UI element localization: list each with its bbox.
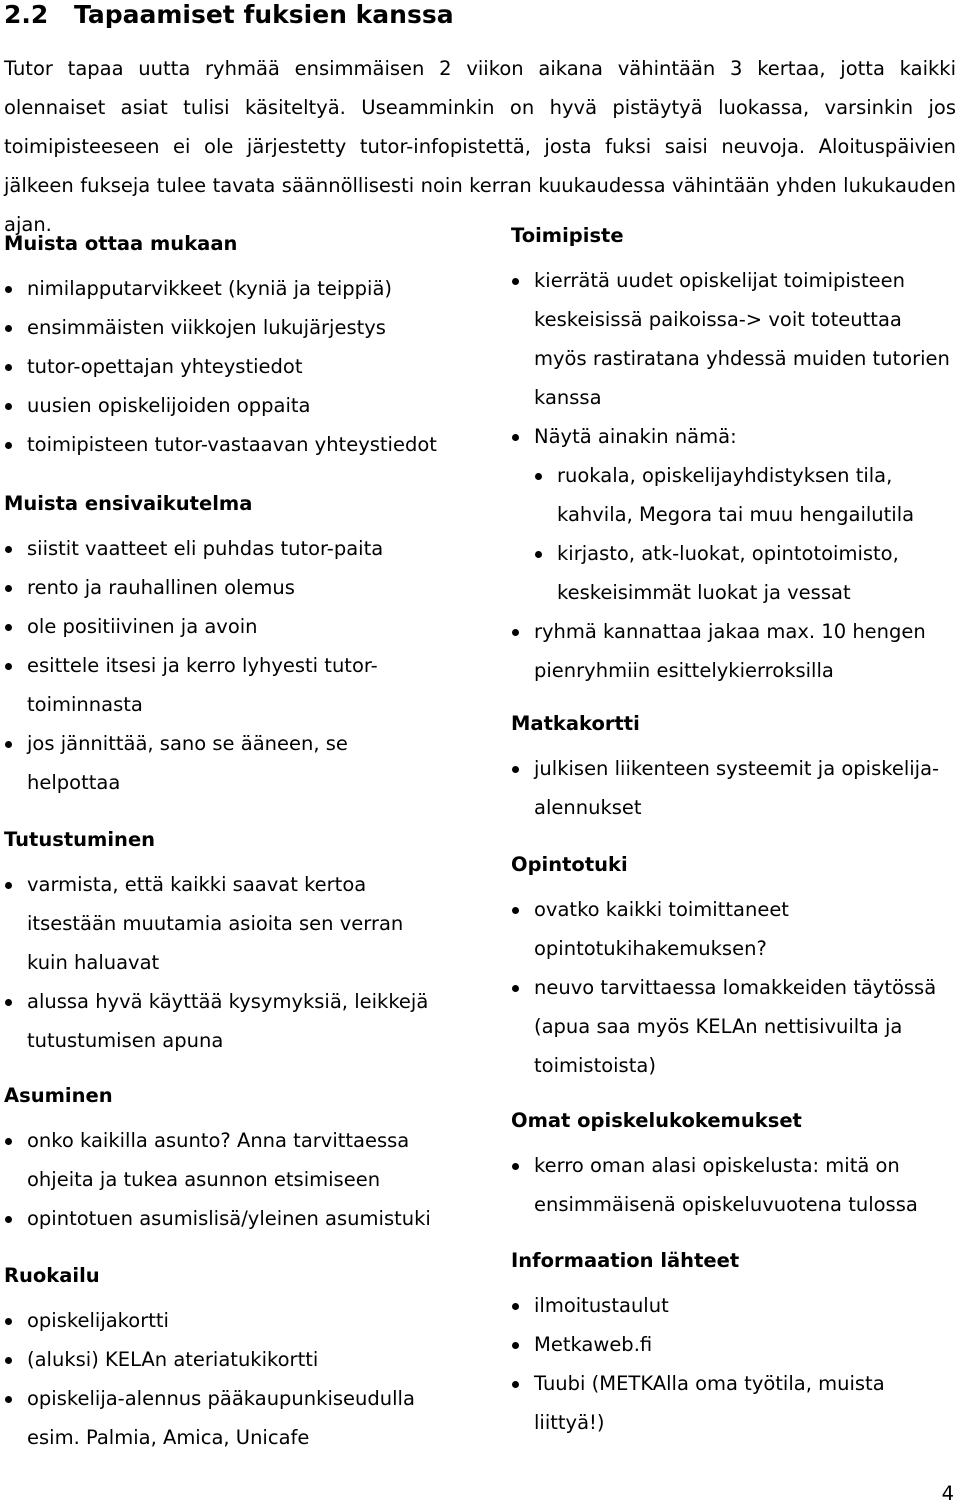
list-opintotuki: [511, 890, 956, 1085]
list-item: toimipisteen tutor-vastaavan yhteystiedot: [4, 425, 454, 464]
section-opintotuki: [511, 845, 956, 1085]
list-muista-ottaa: [4, 269, 454, 464]
list-item: varmista, että kaikki saavat kertoa itsestään muutamia asioita sen verran kuin haluavat: [4, 865, 442, 982]
page-number: 4: [941, 1482, 954, 1505]
list-item: alussa hyvä käyttää kysymyksiä, leikkejä tutustumisen apuna: [4, 982, 454, 1060]
list-item: tutor-opettajan yhteystiedot: [4, 347, 454, 386]
list-item: ensimmäisten viikkojen lukujärjestys: [4, 308, 454, 347]
list-item: siistit vaatteet eli puhdas tutor-paita: [4, 529, 454, 568]
list-item: uusien opiskelijoiden oppaita: [4, 386, 454, 425]
list-matkakortti: [511, 749, 956, 827]
list-kokemukset: [511, 1146, 956, 1224]
list-item: jos jännittää, sano se ääneen, se helpottaa: [4, 724, 427, 802]
list-item: opintotuen asumislisä/yleinen asumistuki: [4, 1199, 454, 1238]
list-asuminen: [4, 1121, 454, 1238]
list-ruokailu: [4, 1301, 454, 1457]
section-ruokailu: [4, 1256, 454, 1457]
list-item: ilmoitustaulut: [511, 1286, 956, 1325]
section-toimipiste: [511, 216, 956, 690]
section-title-tutustuminen: Tutustuminen: [4, 828, 156, 851]
list-item: onko kaikilla asunto? Anna tarvittaessa ohjeita ja tukea asunnon etsimiseen: [4, 1121, 412, 1199]
section-title-kokemukset: Omat opiskelukokemukset: [511, 1109, 802, 1132]
list-item: esittele itsesi ja kerro lyhyesti tutor-toiminnasta: [4, 646, 392, 724]
sublist-toimipiste: [534, 456, 956, 612]
list-item: Näytä ainakin nämä:: [511, 417, 956, 456]
sublist-container: [511, 456, 956, 612]
section-title: Tapaamiset fuksien kanssa: [74, 0, 454, 29]
section-title-asuminen: Asuminen: [4, 1084, 113, 1107]
list-item: kerro oman alasi opiskelusta: mitä on ensimmäisenä opiskeluvuotena tulossa: [511, 1146, 934, 1224]
list-item: kierrätä uudet opiskelijat toimipisteen keskeisissä paikoissa-> voit toteuttaa myös rastiratana yhdessä muiden tutorien kanssa: [511, 261, 954, 417]
section-informaatio: [511, 1241, 956, 1442]
list-item: neuvo tarvittaessa lomakkeiden täytössä (apua saa myös KELAn nettisivuilta ja toimistoista): [511, 968, 959, 1085]
list-tutustuminen: [4, 865, 454, 1060]
list-item: (aluksi) KELAn ateriatukikortti: [4, 1340, 454, 1379]
section-ensivaikutelma: [4, 484, 454, 802]
list-toimipiste: [511, 261, 956, 690]
section-title-ruokailu: Ruokailu: [4, 1264, 100, 1287]
section-tutustuminen: [4, 820, 454, 1060]
list-item: Metkaweb.fi: [511, 1325, 956, 1364]
list-item: rento ja rauhallinen olemus: [4, 568, 454, 607]
section-title-toimipiste: Toimipiste: [511, 224, 624, 247]
sublist-item: ruokala, opiskelijayhdistyksen tila, kahvila, Megora tai muu hengailutila: [534, 456, 947, 534]
list-informaatio: [511, 1286, 956, 1442]
section-title-matkakortti: Matkakortti: [511, 712, 640, 735]
sublist-item: kirjasto, atk-luokat, opintotoimisto, keskeisimmät luokat ja vessat: [534, 534, 947, 612]
section-title-muista-ottaa: Muista ottaa mukaan: [4, 232, 238, 255]
section-kokemukset: [511, 1101, 956, 1224]
list-item: opiskelija-alennus pääkaupunkiseudulla esim. Palmia, Amica, Unicafe: [4, 1379, 427, 1457]
list-item: julkisen liikenteen systeemit ja opiskelija-alennukset: [511, 749, 959, 827]
list-item: ryhmä kannattaa jakaa max. 10 hengen pienryhmiin esittelykierroksilla: [511, 612, 934, 690]
section-muista-ottaa: [4, 224, 454, 464]
section-heading: [4, 0, 454, 30]
list-item: nimilapputarvikkeet (kyniä ja teippiä): [4, 269, 454, 308]
list-ensivaikutelma: [4, 529, 454, 802]
section-number: 2.2: [4, 0, 49, 29]
list-item: opiskelijakortti: [4, 1301, 454, 1340]
list-item: Tuubi (METKAlla oma työtila, muista liittyä!): [511, 1364, 934, 1442]
section-matkakortti: [511, 704, 956, 827]
section-title-opintotuki: Opintotuki: [511, 853, 628, 876]
section-title-informaatio: Informaation lähteet: [511, 1249, 740, 1272]
list-item: ole positiivinen ja avoin: [4, 607, 454, 646]
section-title-ensivaikutelma: Muista ensivaikutelma: [4, 492, 253, 515]
section-asuminen: [4, 1076, 454, 1238]
intro-paragraph: Tutor tapaa uutta ryhmää ensimmäisen 2 viikon aikana vähintään 3 kertaa, jotta kaikki olennaiset asiat tulisi käsiteltyä. Useamminkin on hyvä pistäytyä luokassa, varsinkin jos toimipisteeseen ei ole järjestetty tutor-infopistettä, josta fuksi saisi neuvoja. Aloituspäivien jälkeen fukseja tulee tavata säännöllisesti noin kerran kuukaudessa vähintään yhden lukukauden ajan.: [4, 57, 956, 236]
list-item: ovatko kaikki toimittaneet opintotukihakemuksen?: [511, 890, 959, 968]
